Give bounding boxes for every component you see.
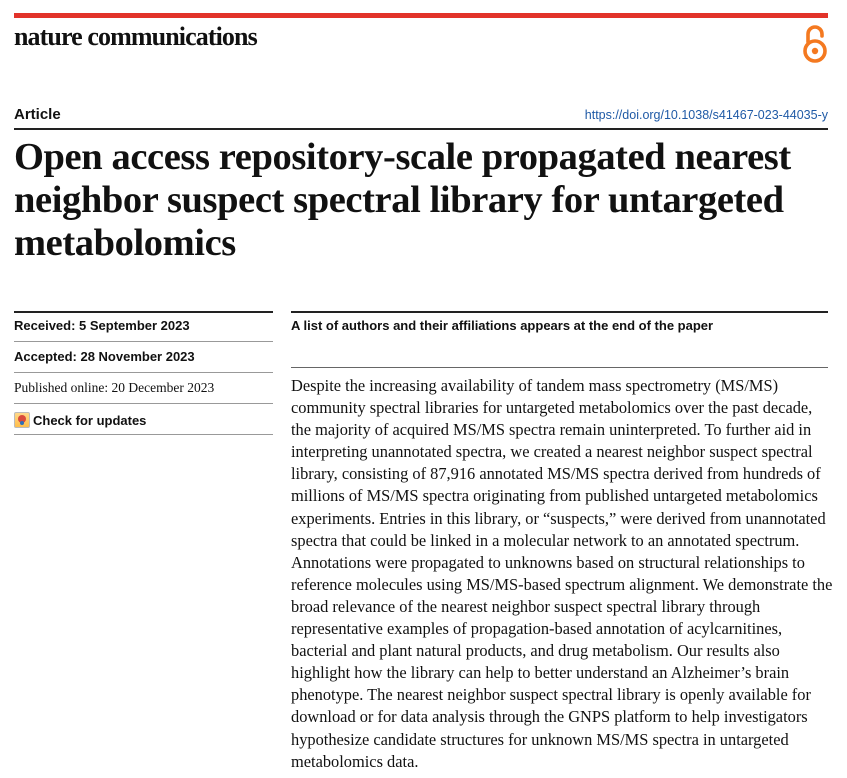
received-date: Received: 5 September 2023 [14,318,190,333]
metadata-row-divider [14,372,273,373]
journal-name: nature communications [14,22,257,51]
metadata-row-divider [14,434,273,435]
metadata-row-divider [14,403,273,404]
published-date: Published online: 20 December 2023 [14,380,215,395]
open-access-lock-icon[interactable] [799,24,831,64]
accepted-date: Accepted: 28 November 2023 [14,349,195,364]
abstract-text: Despite the increasing availability of tandem mass spectrometry (MS/MS) community spectral libraries for untargeted metabolomics over the past decade, the majority of acquired MS/MS spectra remain uninterpreted. To further aid in interpreting unannotated spectra, we created a nearest neighbor suspect spectral library, consisting of 87,916 annotated MS/MS spectra derived from hundreds of millions of MS/MS spectra originating from published untargeted metabolomics experiments. Entries in this library, or “suspects,” were derived from unannotated spectra that could be linked in a molecular network to an annotated spectrum. Annotations were propagated to unknowns based on structural relationships to reference molecules using MS/MS-based spectrum alignment. We demonstrate the broad relevance of the nearest neighbor suspect spectral library through representative examples of propagation-based annotation of acylcarnitines, bacterial and plant natural products, and drug metabolism. Our results also highlight how the library can help to better understand an Alzheimer’s brain phenotype. The nearest neighbor suspect spectral library is openly available for download or for data analysis through the GNPS platform to help investigators hypothesize candidate structures for unknown MS/MS spectra in untargeted metabolomics data. [291,376,833,771]
authors-divider [291,311,828,313]
metadata-row-divider [14,341,273,342]
check-for-updates-button[interactable] [14,412,146,428]
abstract-divider [291,367,828,368]
doi-link[interactable]: https://doi.org/10.1038/s41467-023-44035-y [584,108,828,122]
article-title: Open access repository-scale propagated nearest neighbor suspect spectral library for untargeted metabolomics [14,136,791,264]
check-for-updates-label: Check for updates [33,412,147,428]
journal-accent-bar [14,13,828,18]
check-for-updates-icon [14,412,30,428]
metadata-divider [14,311,273,313]
authors-affiliations-note: A list of authors and their affiliations appears at the end of the paper [291,318,714,333]
article-type-label: Article [14,106,61,123]
title-divider [14,128,828,130]
